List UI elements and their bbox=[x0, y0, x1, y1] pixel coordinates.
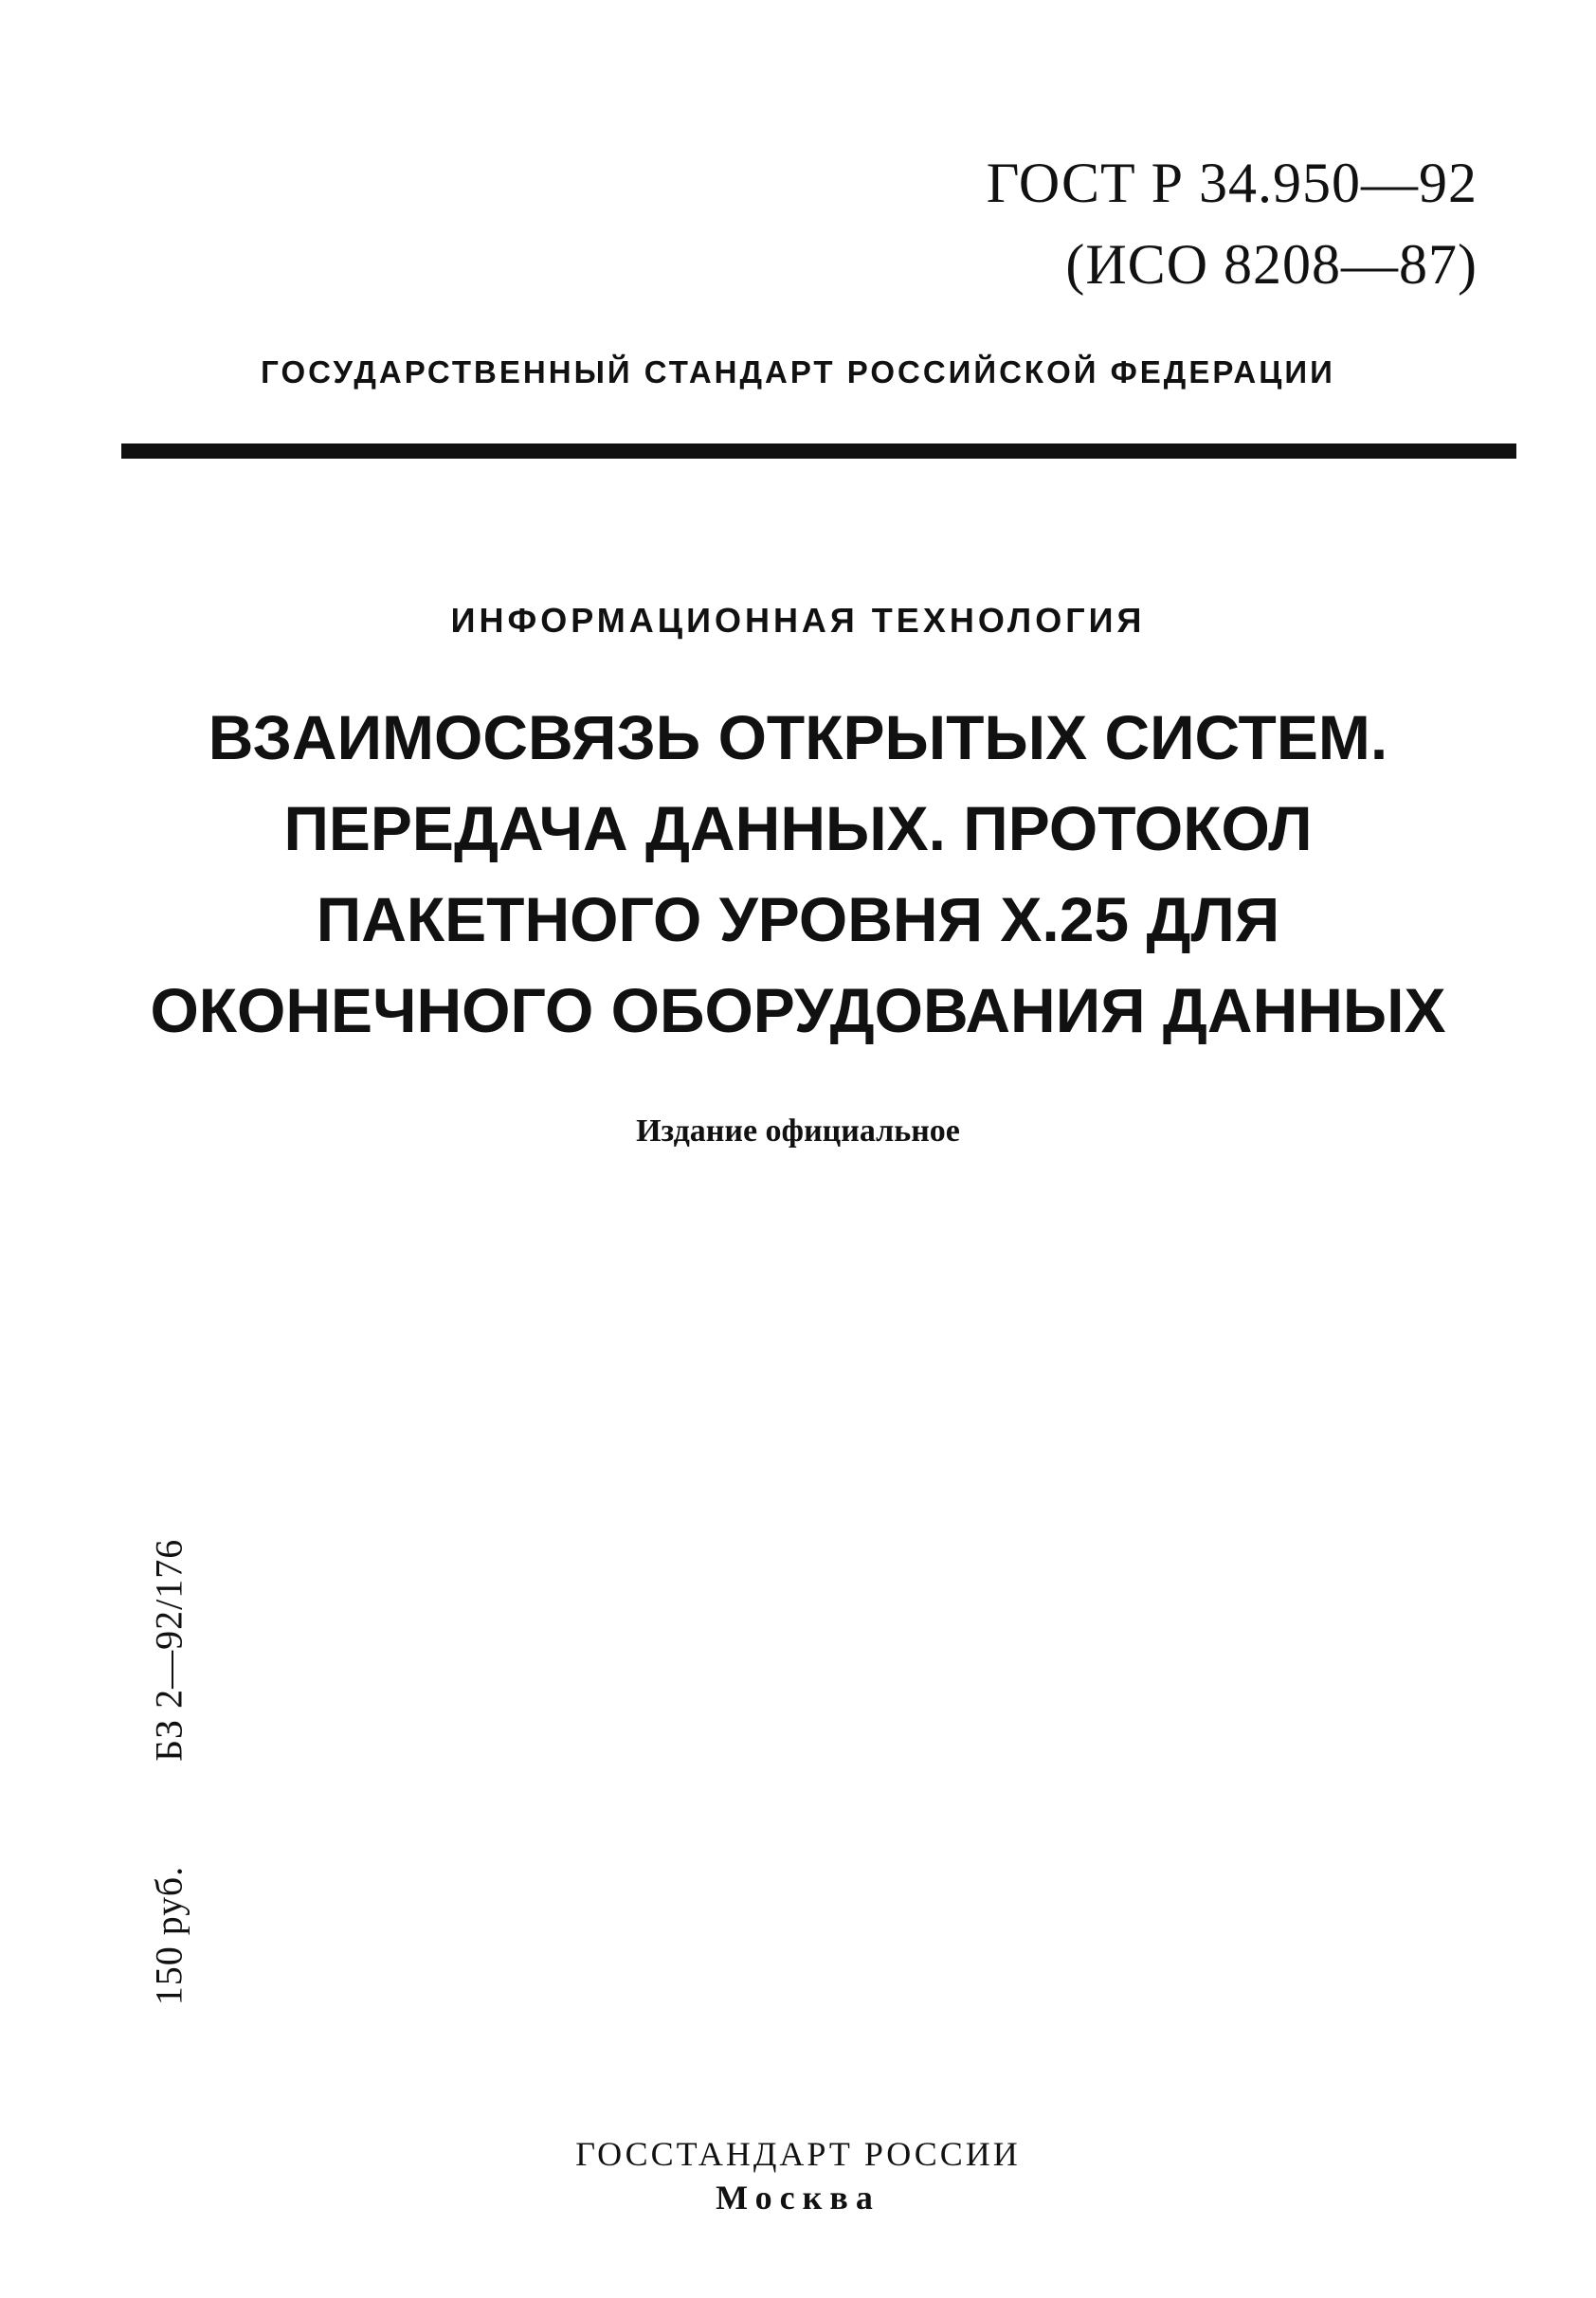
title-line: ВЗАИМОСВЯЗЬ ОТКРЫТЫХ СИСТЕМ. bbox=[208, 702, 1388, 772]
standard-designation bbox=[987, 142, 1478, 305]
subject-heading: ИНФОРМАЦИОННАЯ ТЕХНОЛОГИЯ bbox=[450, 601, 1146, 640]
standard-number: ГОСТ Р 34.950—92 bbox=[986, 152, 1478, 214]
organization-header: ГОСУДАРСТВЕННЫЙ СТАНДАРТ РОССИЙСКОЙ ФЕДЕРАЦИИ bbox=[261, 354, 1335, 389]
publisher-name: ГОССТАНДАРТ РОССИИ bbox=[575, 2135, 1021, 2173]
price: 150 руб. bbox=[147, 1865, 190, 2006]
title-line: ОКОНЕЧНОГО ОБОРУДОВАНИЯ ДАННЫХ bbox=[150, 975, 1446, 1045]
title-line: ПАКЕТНОГО УРОВНЯ X.25 ДЛЯ bbox=[316, 884, 1280, 954]
side-margin bbox=[112, 1507, 226, 2037]
iso-reference: (ИСО 8208—87) bbox=[1065, 233, 1478, 296]
publisher-city: Москва bbox=[716, 2179, 880, 2217]
title-line: ПЕРЕДАЧА ДАННЫХ. ПРОТОКОЛ bbox=[283, 793, 1313, 863]
side-text bbox=[147, 1539, 191, 2005]
edition-note: Издание официальное bbox=[636, 1113, 960, 1149]
publisher-block bbox=[0, 2132, 1596, 2219]
catalog-code: БЗ 2—92/176 bbox=[147, 1538, 190, 1762]
document-title bbox=[0, 692, 1596, 1056]
header-rule bbox=[121, 443, 1516, 459]
